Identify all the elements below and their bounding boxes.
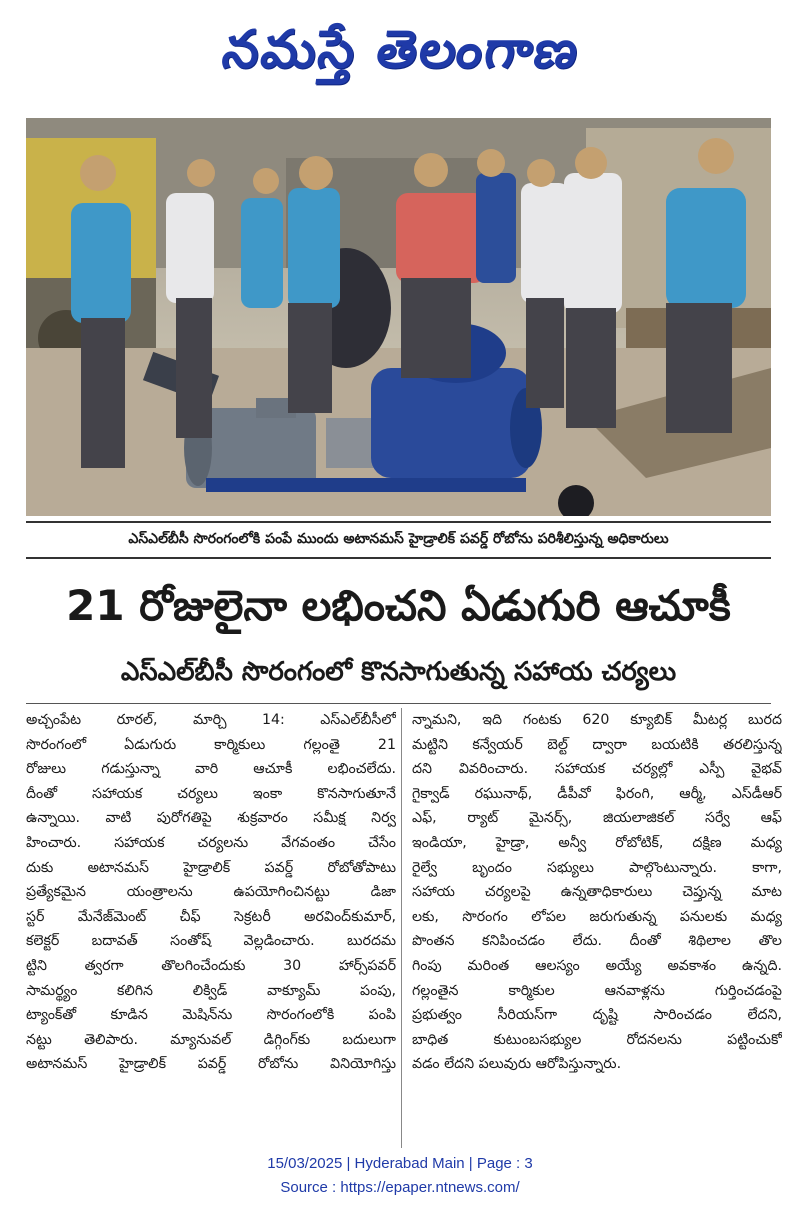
article-line: ప్రభుత్వం సీరియస్‌గా దృష్టి సారించడం లేదని, — [412, 1007, 782, 1024]
article-line: ప్రత్యేకమైన యంత్రాలను ఉపయోగించినట్టు డిజా — [26, 884, 396, 901]
article-line: ట్టిని త్వరగా తొలగించేందుకు 30 హార్స్‌పవర్ — [26, 957, 396, 974]
article-line: సహాయ చర్యలపై ఉన్నతాధికారులు చెప్తున్న మాట — [412, 884, 782, 901]
article-line: గింపు మరింత ఆలస్యం అయ్యే అవకాశం ఉన్నది. — [412, 957, 782, 974]
photo-illustration — [26, 118, 771, 516]
article-line: గల్లంతైన కార్మికుల ఆనవాళ్లను గుర్తించడంపై — [412, 982, 782, 999]
article-line: అటానమస్ హైడ్రాలిక్ పవర్డ్ రోబోను వినియోగిస్తు — [26, 1056, 396, 1073]
article-line: బాధిత కుటుంబసభ్యుల రోదనలను పట్టించుకో — [412, 1031, 782, 1048]
article-line: పొంతన కనిపించడం లేదు. దీంతో శిథిలాల తొల — [412, 933, 782, 950]
article-line: ఎఫ్, ర్యాట్ మైనర్స్, జియలాజికల్ సర్వే ఆఫ్ — [412, 810, 782, 827]
news-photo — [26, 118, 771, 516]
article-line: ఉన్నాయి. వాటి పురోగతిపై శుక్రవారం సమీక్ష నిర్వ — [26, 810, 396, 827]
masthead — [0, 0, 800, 112]
article-line: దుకు అటానమస్ హైడ్రాలిక్ పవర్డ్ రోబోతోపాటు — [26, 859, 396, 876]
article-line: రోజులు గడుస్తున్నా వారి ఆచూకీ లభించలేదు. — [26, 761, 396, 778]
article-line: రైల్వే బృందం సభ్యులు పాల్గొంటున్నారు. కాగా, — [412, 859, 782, 876]
subheadline: ఎస్ఎల్‌బీసీ సొరంగంలో కొనసాగుతున్న సహాయ చర్యలు — [120, 657, 677, 687]
newspaper-logo: నమస్తే తెలంగాణ — [218, 19, 584, 80]
article-line: అచ్చంపేట రూరల్, మార్చి 14: ఎస్ఎల్‌బీసీలో — [26, 712, 396, 728]
article-line: దీంతో సహాయక చర్యలు ఇంకా కొనసాగుతూనే — [26, 785, 396, 802]
article-line: హించారు. సహాయక చర్యలను వేగవంతం చేసేం — [26, 834, 396, 851]
article-line: ఇండియా, హైడ్రా, అన్వీ రోబోటిక్, దక్షిణ మధ్య — [412, 834, 782, 851]
divider — [26, 703, 771, 704]
article-line: నట్టు తెలిపారు. మ్యానువల్ డిగ్గింగ్‌కు బదులుగా — [26, 1031, 396, 1048]
page-footer — [0, 1152, 800, 1200]
article-line: సామర్థ్యం కలిగిన లిక్విడ్ వాక్యూమ్ పంపు, — [26, 982, 396, 999]
article-column-right — [412, 708, 782, 1077]
article-line: సొరంగంలో ఏడుగురు కార్మికులు గల్లంతై 21 — [26, 736, 396, 753]
article-line: లకు, సొరంగం లోపల జరుగుతున్న పనులకు మధ్య — [412, 908, 782, 925]
article-column-left — [26, 708, 396, 1077]
article-line: గైక్వాడ్ రఘునాథ్, డీపీవో ఫిరంగి, ఆర్మీ, ఎస్‌డీఆర్ — [412, 785, 782, 802]
article-line: మట్టిని కన్వేయర్ బెల్ట్ ద్వారా బయటికి తరలిస్తున్న — [412, 736, 782, 753]
article-line: న్నామని, ఇది గంటకు 620 క్యూబిక్ మీటర్ల బురద — [412, 712, 782, 728]
article-line: దని వివరించారు. సహాయక చర్యల్లో ఎస్పీ వైభవ్ — [412, 761, 782, 778]
source-link[interactable]: Source : https://epaper.ntnews.com/ — [280, 1179, 520, 1196]
column-rule — [401, 708, 402, 1148]
headline: 21 రోజులైనా లభించని ఏడుగురి ఆచూకీ — [66, 581, 731, 630]
dateline: 15/03/2025 | Hyderabad Main | Page : 3 — [267, 1155, 533, 1172]
article-line: వడం లేదని పలువురు ఆరోపిస్తున్నారు. — [412, 1056, 622, 1073]
article-line: స్టర్ మేనేజ్‌మెంట్ చీఫ్ సెక్రటరీ అరవింద్‌కుమార్, — [26, 908, 396, 925]
article-line: ట్యాంక్‌తో కూడిన మెషిన్‌ను సొరంగంలోకి పంపి — [26, 1007, 396, 1024]
article-line: కలెక్టర్ బదావత్ సంతోష్ వెల్లడించారు. బురదమ — [26, 933, 396, 950]
photo-caption: ఎస్ఎల్‌బీసీ సొరంగంలోకి పంపే ముందు అటానమస్ హైడ్రాలిక్ పవర్డ్ రోబోను పరిశీలిస్తున్న అధికారులు — [26, 521, 771, 559]
